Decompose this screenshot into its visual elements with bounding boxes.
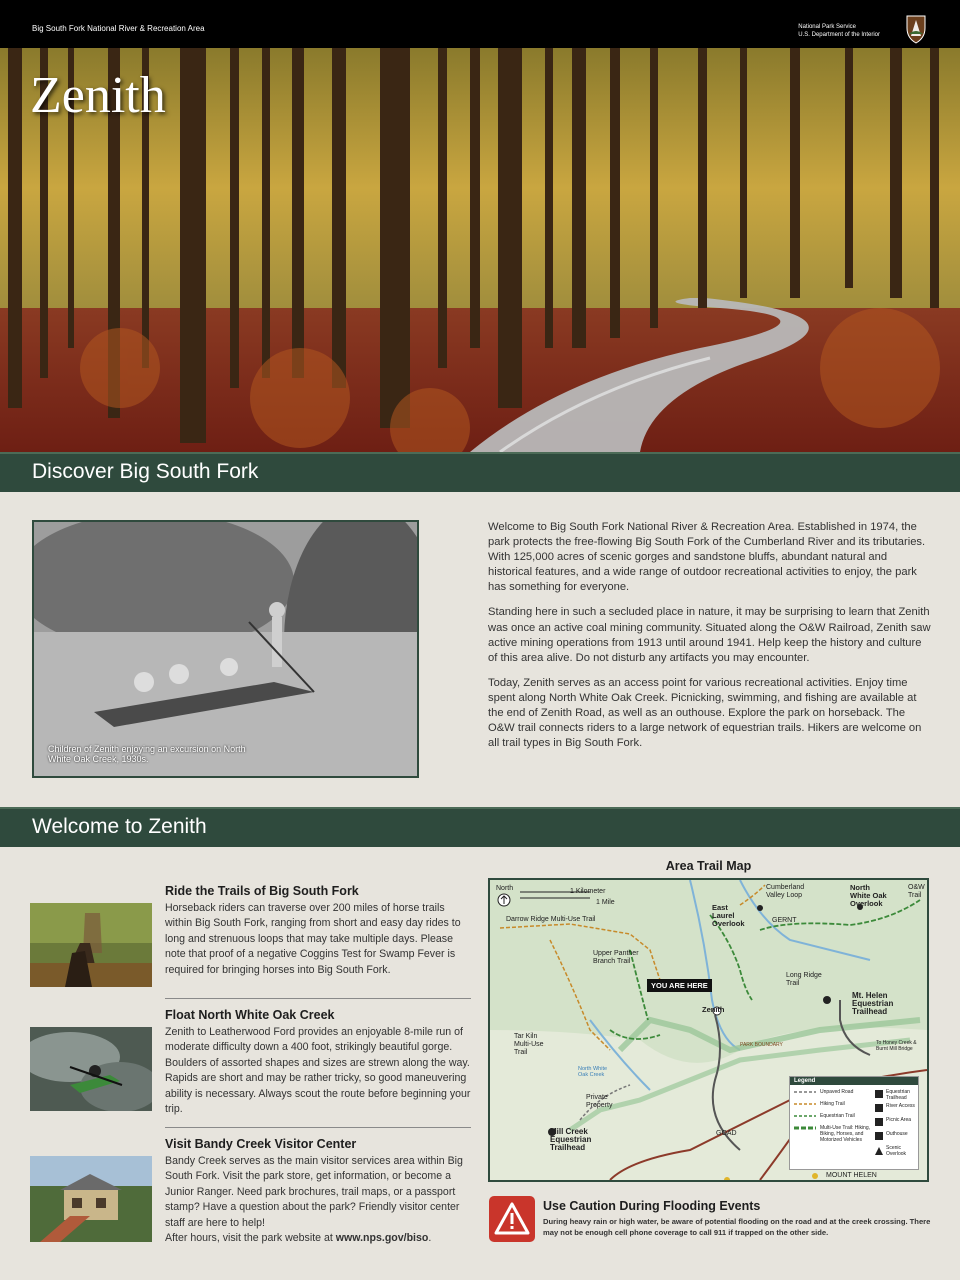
private-property-label: Private Property [586,1094,613,1109]
activity-text [165,1008,471,1117]
cumberland-loop-label: Cumberland Valley Loop [766,884,805,899]
caution-title: Use Caution During Flooding Events [543,1199,761,1213]
goad-label: GOAD [716,1130,737,1137]
website-suffix: . [428,1232,432,1245]
legend-item: Equestrian Trail [820,1113,855,1119]
historic-photo [32,520,419,778]
section-header-welcome [0,807,960,847]
section-heading: Discover Big South Fork [32,460,259,483]
activity-title: Visit Bandy Creek Visitor Center [165,1137,357,1151]
department-name: U.S. Department of the Interior [798,32,880,38]
kayaker-photo [30,1027,152,1111]
activity-body: Zenith to Leatherwood Ford provides an enjoyable 8-mile run of moderate difficulty down a 400 foot, strikingly beautiful gorge. Boulders of assorted shapes and sizes are strewn along the way. Rapids are short and may be rather tricky, so good maneuvering ability is necessary. Always scout the route before beginning your trip. [165,1026,471,1116]
activity-text [165,884,471,978]
scale-km: 1 Kilometer [570,888,606,895]
caution-text: During heavy rain or high water, be aware of potential flooding on the road and at the creek crossing. There may not be enough cell phone coverage to call 911 if trapped on the other side. [543,1217,931,1237]
top-bar [0,0,960,48]
creek-label: North White Oak Creek [578,1066,608,1078]
legend-item: Equestrian Trailhead [886,1089,910,1101]
intro-paragraph: Welcome to Big South Fork National River & Recreation Area. Established in 1974, the park protects the free-flowing Big South Fork of the Cumberland River and its tributaries. With 125,000 acres of scenic gorges and sandstone bluffs, abundant natural and historical features, and a wide range of outdoor recreational activities to enjoy, the park has something for everyone. [488,521,926,594]
agency-block [798,23,880,39]
legend-item: Multi-Use Trail: Hiking, Biking, Horses, and Motorized Vehicles [820,1125,871,1143]
mount-helen-label: MOUNT HELEN [826,1172,877,1179]
unit-name: Big South Fork National River & Recreation Area [32,24,205,33]
tar-kiln-label: Tar Kiln Multi-Use Trail [514,1033,544,1056]
north-label: North [496,885,514,892]
activity-text [165,1137,471,1246]
visitor-center-photo [30,1156,152,1242]
section-header-discover [0,452,960,492]
legend-item: Picnic Area [886,1117,912,1123]
east-laurel-label: East Laurel Overlook [712,903,745,928]
darrow-ridge-label: Darrow Ridge Multi-Use Trail [506,916,596,923]
upper-panther-label: Upper Panther Branch Trail [593,950,639,965]
agency-name: National Park Service [798,24,856,30]
legend-item: Outhouse [886,1131,908,1137]
scale-mi: 1 Mile [596,899,615,906]
activity-title: Float North White Oak Creek [165,1008,335,1022]
legend-item: River Access [886,1103,915,1109]
hero-image [0,48,960,452]
zenith-label: Zenith [702,1005,725,1014]
legend-icons [874,1089,884,1159]
honey-creek-label: To Honey Creek & Burnt Mill Bridge [876,1040,917,1052]
divider [165,1127,471,1128]
long-ridge-label: Long Ridge Trail [786,972,822,987]
activity-title: Ride the Trails of Big South Fork [165,884,359,898]
intro-text [488,520,932,761]
website-prefix: After hours, visit the park website at [165,1232,336,1245]
legend-item: Unpaved Road [820,1089,854,1095]
legend-swatches [794,1089,818,1139]
park-website-link[interactable]: www.nps.gov/biso [335,1232,429,1245]
warning-icon [489,1196,535,1242]
mt-helen-label: Mt. Helen Equestrian Trailhead [852,991,894,1016]
gernt-label: GERNT [772,917,797,924]
activity-body [165,1154,471,1246]
divider [165,998,471,999]
you-are-here-marker: YOU ARE HERE [647,979,712,992]
map-legend [789,1076,919,1170]
section-heading: Welcome to Zenith [32,815,207,838]
children-in-boat-illustration [34,522,419,778]
photo-caption: Children of Zenith enjoying an excursion on North White Oak Creek, 1930s. [48,744,246,764]
intro-paragraph: Today, Zenith serves as an access point for various recreational activities. Enjoy time spent along North White Oak Creek. Picnicking, swimming, and fishing are available at the end of Zenith Road, as well as an outhouse. Explore the park on horseback. The O&W trail connects riders to a large network of equestrian trails. Hikers are welcome on all trail types in Big South Fork. [488,676,922,750]
page-title: Zenith [30,67,166,124]
legend-item: Hiking Trail [820,1101,845,1107]
trail-map [488,878,929,1182]
intro-paragraph: Standing here in such a secluded place in nature, it may be surprising to learn that Zenith was once an active coal mining community. Situated along the O&W Railroad, Zenith saw active mining operations from 1913 until around 1941. Help keep the history and culture of this area alive. Do not disturb any artifacts you may encounter. [488,606,931,664]
mill-creek-label: Mill Creek Equestrian Trailhead [550,1127,592,1152]
legend-heading: Legend [790,1077,918,1085]
legend-item: Scenic Overlook [886,1145,907,1157]
ow-trail-label: O&W Trail [908,884,925,899]
park-boundary-label: PARK BOUNDARY [740,1042,783,1048]
map-title: Area Trail Map [665,859,752,873]
horse-trail-photo [30,903,152,987]
nps-arrowhead-icon [905,14,927,44]
activity-body-text: Bandy Creek serves as the main visitor services area within Big South Fork. Visit the park store, get information, or become a Junior Ranger. Need park brochures, trail maps, or a passport stamp? Have a question about the park? Friendly visitor center staff are here to help! [165,1155,463,1229]
nwo-overlook-label: North White Oak Overlook [850,883,887,908]
activity-body: Horseback riders can traverse over 200 miles of horse trails within Big South Fork, ranging from short and easy day rides to long and strenuous loops that may take multiple days. Please note that proof of a negative Coggins Test for Swamp Fever is required for bringing horses into Big South Fork. [165,902,461,976]
